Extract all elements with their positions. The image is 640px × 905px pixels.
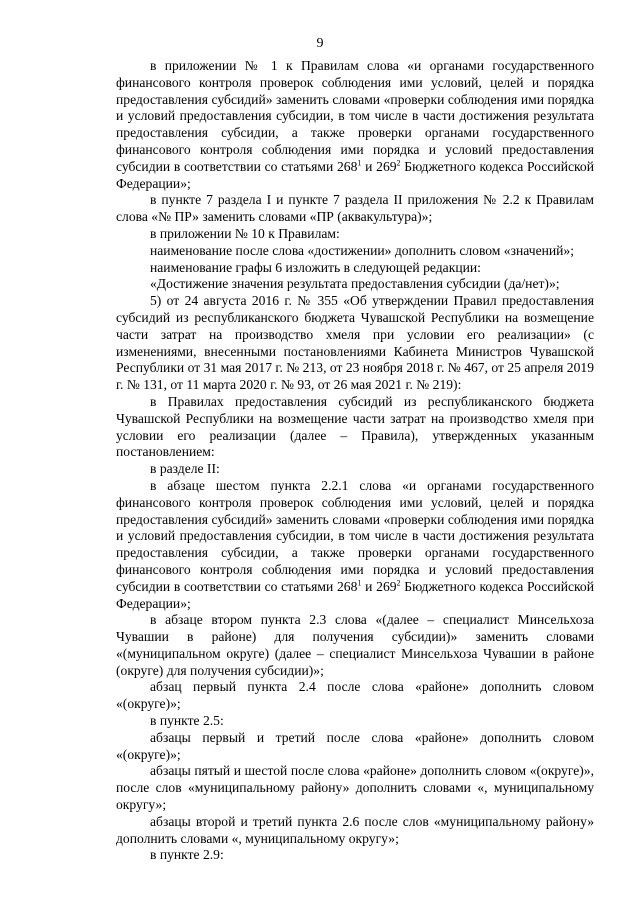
paragraph [116,293,594,394]
document-body [116,58,594,864]
paragraph [116,58,594,192]
paragraph-text: абзац первый пункта 2.4 после слова «районе» дополнить словом «(округе)»; [116,679,594,712]
page-number: 9 [316,36,324,51]
paragraph [116,276,594,293]
paragraph-text: в разделе II: [150,461,220,477]
paragraph [116,814,594,848]
paragraph-text: «Достижение значения результата предоставления субсидии (да/нет)»; [150,276,560,292]
paragraph [116,612,594,679]
superscript-index: 2 [396,158,401,168]
paragraph-text: и 269 [361,578,397,594]
paragraph-text: абзацы первый и третий после слова «районе» дополнить словом «(округе)»; [116,729,594,762]
paragraph-text: в приложении № 1 к Правилам слова «и органами государственного финансового контроля проверок соблюдения ими условий, целей и порядка предоставления субсидий» заменить словами «проверки соблюдения ими порядка и условий предоставления субсидии, в том числе в части достижения результата предоставления субсидии, а также проверки органами государственного финансового контроля соблюдения ими порядка и условий предоставления субсидии в соответствии со статьями 268 [116,58,594,174]
paragraph-text: в приложении № 10 к Правилам: [150,225,340,241]
paragraph [116,260,594,277]
paragraph-text: в абзаце втором пункта 2.3 слова «(далее – специалист Минсельхоза Чувашии в районе) для получения субсидии)» заменить словами «(муниципальном округе) (далее – специалист Минсельхоза Чувашии в районе (округе) для получения субсидии)»; [116,612,594,678]
paragraph [116,478,594,612]
paragraph [116,243,594,260]
superscript-index: 1 [357,578,362,588]
paragraph [116,461,594,478]
paragraph-text: в пункте 2.9: [150,847,224,863]
paragraph [116,394,594,461]
superscript-index: 1 [357,158,362,168]
paragraph [116,192,594,226]
paragraph [116,763,594,813]
paragraph [116,679,594,713]
paragraph-text: Бюджетного кодекса Российской Федерации»; [116,158,594,191]
paragraph-text: наименование после слова «достижении» дополнить словом «значений»; [150,242,575,258]
superscript-index: 2 [396,578,401,588]
paragraph-text: в пункте 2.5: [150,713,224,729]
paragraph [116,847,594,864]
paragraph-text: в пункте 7 раздела I и пункте 7 раздела II приложения № 2.2 к Правилам слова «№ ПР» заменить словами «ПР (аквакультура)»; [116,192,594,225]
paragraph [116,226,594,243]
paragraph-text: 5) от 24 августа 2016 г. № 355 «Об утверждении Правил предоставления субсидий из республиканского бюджета Чувашской Республики на возмещение части затрат на производство хмеля при условии его реализации» (с изменениями, внесенными постановлениями Кабинета Министров Чувашской Республики от 31 мая 2017 г. № 213, от 23 ноября 2018 г. № 467, от 25 апреля 2019 г. № 131, от 11 марта 2020 г. № 93, от 26 мая 2021 г. № 219): [116,293,594,393]
paragraph [116,730,594,764]
paragraph [116,713,594,730]
paragraph-text: и 269 [361,158,397,174]
paragraph-text: в Правилах предоставления субсидий из республиканского бюджета Чувашской Республики на возмещение части затрат на производство хмеля при условии его реализации (далее – Правила), утвержденных указанным постановлением: [116,393,594,460]
paragraph-text: абзацы пятый и шестой после слова «районе» дополнить словом «(округе)», после слов «муниципальному району» дополнить словами «, муниципальному округу»; [116,763,594,813]
paragraph-text: Бюджетного кодекса Российской Федерации»; [116,578,594,611]
paragraph-text: в абзаце шестом пункта 2.2.1 слова «и органами государственного финансового контроля проверок соблюдения ими условий, целей и порядка предоставления субсидий» заменить словами «проверки соблюдения ими порядка и условий предоставления субсидии, в том числе в части достижения результата предоставления субсидии, а также проверки органами государственного финансового контроля соблюдения ими порядка и условий предоставления субсидии в соответствии со статьями 268 [116,477,594,594]
paragraph-text: абзацы второй и третий пункта 2.6 после слов «муниципальному району» дополнить словами «, муниципальному округу»; [116,813,594,846]
paragraph-text: наименование графы 6 изложить в следующей редакции: [150,259,481,275]
